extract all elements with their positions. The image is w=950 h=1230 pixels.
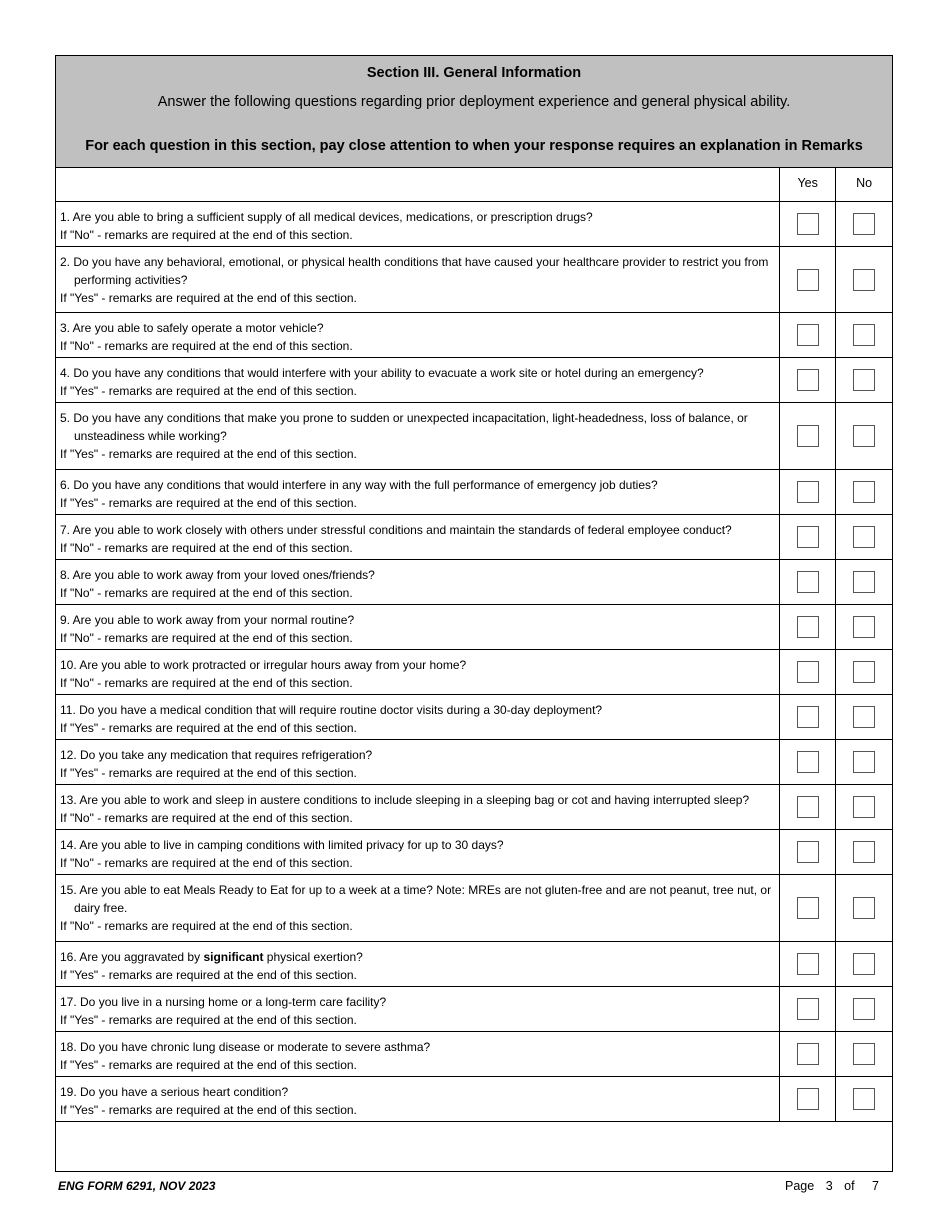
column-header-row xyxy=(56,168,892,202)
question-note: If "No" - remarks are required at the end of this section. xyxy=(60,811,353,825)
yes-cell xyxy=(780,695,836,739)
question-text: 13. Are you able to work and sleep in austere conditions to include sleeping in a sleeping bag or cot and having interrupted sleep? xyxy=(60,793,750,807)
yes-checkbox[interactable] xyxy=(797,841,819,863)
yes-cell xyxy=(780,942,836,986)
question-row xyxy=(56,403,892,470)
question-note: If "No" - remarks are required at the end of this section. xyxy=(60,586,353,600)
yes-checkbox[interactable] xyxy=(797,998,819,1020)
question-note: If "Yes" - remarks are required at the end of this section. xyxy=(60,968,357,982)
question-cell xyxy=(56,358,780,402)
question-cell xyxy=(56,1032,780,1076)
question-cell xyxy=(56,830,780,874)
question-text: 4. Do you have any conditions that would interfere with your ability to evacuate a work site or hotel during an emergency? xyxy=(60,366,704,380)
yes-cell xyxy=(780,740,836,784)
yes-cell xyxy=(780,560,836,604)
no-checkbox[interactable] xyxy=(853,897,875,919)
question-text-start: 16. Are you aggravated by xyxy=(60,950,204,964)
no-checkbox[interactable] xyxy=(853,324,875,346)
question-note: If "Yes" - remarks are required at the end of this section. xyxy=(60,291,357,305)
yes-checkbox[interactable] xyxy=(797,481,819,503)
question-row xyxy=(56,470,892,515)
yes-checkbox[interactable] xyxy=(797,369,819,391)
no-cell xyxy=(836,1077,892,1121)
yes-checkbox[interactable] xyxy=(797,1088,819,1110)
no-checkbox[interactable] xyxy=(853,369,875,391)
no-cell xyxy=(836,1032,892,1076)
yes-checkbox[interactable] xyxy=(797,706,819,728)
no-checkbox[interactable] xyxy=(853,751,875,773)
yes-cell xyxy=(780,987,836,1031)
question-text: 19. Do you have a serious heart condition? xyxy=(60,1085,289,1099)
question-note: If "Yes" - remarks are required at the end of this section. xyxy=(60,1103,357,1117)
question-cell xyxy=(56,202,780,246)
question-note: If "Yes" - remarks are required at the end of this section. xyxy=(60,496,357,510)
question-note: If "Yes" - remarks are required at the end of this section. xyxy=(60,384,357,398)
question-note: If "No" - remarks are required at the end of this section. xyxy=(60,676,353,690)
question-row xyxy=(56,1032,892,1077)
remarks-area[interactable] xyxy=(56,1122,892,1177)
yes-checkbox[interactable] xyxy=(797,661,819,683)
no-cell xyxy=(836,202,892,246)
question-text: 5. Do you have any conditions that make you prone to sudden or unexpected incapacitation, light-headedness, loss of balance, or unsteadiness while working? xyxy=(60,411,748,443)
form-table xyxy=(55,55,893,1172)
no-checkbox[interactable] xyxy=(853,706,875,728)
question-text: 8. Are you able to work away from your loved ones/friends? xyxy=(60,568,375,582)
yes-cell xyxy=(780,1032,836,1076)
question-note: If "No" - remarks are required at the end of this section. xyxy=(60,339,353,353)
yes-cell xyxy=(780,403,836,469)
column-header-yes: Yes xyxy=(780,168,836,201)
column-header-no: No xyxy=(856,176,873,190)
yes-checkbox[interactable] xyxy=(797,897,819,919)
question-row xyxy=(56,202,892,247)
question-note: If "No" - remarks are required at the end of this section. xyxy=(60,631,353,645)
no-cell xyxy=(836,358,892,402)
question-row xyxy=(56,875,892,942)
question-note: If "No" - remarks are required at the end of this section. xyxy=(60,919,353,933)
question-row xyxy=(56,650,892,695)
yes-checkbox[interactable] xyxy=(797,1043,819,1065)
page-number: 3 xyxy=(825,1179,833,1193)
question-row xyxy=(56,313,892,358)
no-cell xyxy=(836,695,892,739)
no-checkbox[interactable] xyxy=(853,526,875,548)
yes-cell xyxy=(780,785,836,829)
question-cell xyxy=(56,470,780,514)
section-subtitle: Answer the following questions regarding prior deployment experience and general physical ability. xyxy=(157,94,791,110)
no-cell xyxy=(836,313,892,357)
question-row xyxy=(56,605,892,650)
question-row xyxy=(56,515,892,560)
no-cell xyxy=(836,403,892,469)
question-cell xyxy=(56,313,780,357)
question-note: If "Yes" - remarks are required at the end of this section. xyxy=(60,1058,357,1072)
no-cell xyxy=(836,470,892,514)
yes-cell xyxy=(780,470,836,514)
form-id: ENG FORM 6291, NOV 2023 xyxy=(58,1179,216,1193)
yes-cell xyxy=(780,515,836,559)
yes-checkbox[interactable] xyxy=(797,953,819,975)
no-cell xyxy=(836,740,892,784)
question-text: 10. Are you able to work protracted or irregular hours away from your home? xyxy=(60,658,467,672)
no-cell xyxy=(836,830,892,874)
question-row xyxy=(56,560,892,605)
question-row xyxy=(56,942,892,987)
question-text: 12. Do you take any medication that requires refrigeration? xyxy=(60,748,373,762)
yes-cell xyxy=(780,650,836,694)
yes-checkbox[interactable] xyxy=(797,571,819,593)
yes-checkbox[interactable] xyxy=(797,751,819,773)
question-cell xyxy=(56,695,780,739)
yes-checkbox[interactable] xyxy=(797,324,819,346)
yes-cell xyxy=(780,875,836,941)
no-checkbox[interactable] xyxy=(853,481,875,503)
page-indicator xyxy=(785,1179,879,1193)
no-cell xyxy=(836,247,892,312)
question-text: 17. Do you live in a nursing home or a long-term care facility? xyxy=(60,995,387,1009)
question-text: 1. Are you able to bring a sufficient supply of all medical devices, medications, or prescription drugs? xyxy=(60,210,593,224)
yes-cell xyxy=(780,313,836,357)
total-pages: 7 xyxy=(872,1179,879,1193)
yes-cell xyxy=(780,605,836,649)
of-label: of xyxy=(844,1179,855,1193)
question-row xyxy=(56,830,892,875)
question-text: 7. Are you able to work closely with others under stressful conditions and maintain the standards of federal employee conduct? xyxy=(60,523,732,537)
question-cell xyxy=(56,785,780,829)
question-cell xyxy=(56,247,780,312)
no-cell xyxy=(836,942,892,986)
question-cell xyxy=(56,942,780,986)
page-label: Page xyxy=(785,1179,815,1193)
yes-cell xyxy=(780,202,836,246)
yes-checkbox[interactable] xyxy=(797,616,819,638)
question-note: If "No" - remarks are required at the end of this section. xyxy=(60,228,353,242)
question-row xyxy=(56,1077,892,1122)
question-text: 6. Do you have any conditions that would interfere in any way with the full performance of emergency job duties? xyxy=(60,478,658,492)
no-checkbox[interactable] xyxy=(853,953,875,975)
question-text-emphasis: significant xyxy=(203,950,264,964)
no-checkbox[interactable] xyxy=(853,1043,875,1065)
column-header-blank xyxy=(56,168,780,201)
question-note: If "No" - remarks are required at the end of this section. xyxy=(60,541,353,555)
no-checkbox[interactable] xyxy=(853,269,875,291)
yes-checkbox[interactable] xyxy=(797,269,819,291)
question-cell xyxy=(56,650,780,694)
question-text: 18. Do you have chronic lung disease or moderate to severe asthma? xyxy=(60,1040,431,1054)
no-cell xyxy=(836,785,892,829)
question-text: 15. Are you able to eat Meals Ready to Eat for up to a week at a time? Note: MREs are not gluten-free and are not peanut, tree nut, or dairy free. xyxy=(60,883,772,915)
question-text: 9. Are you able to work away from your normal routine? xyxy=(60,613,355,627)
yes-checkbox[interactable] xyxy=(797,526,819,548)
question-row xyxy=(56,358,892,403)
question-cell xyxy=(56,1077,780,1121)
no-checkbox[interactable] xyxy=(853,796,875,818)
question-note: If "No" - remarks are required at the end of this section. xyxy=(60,856,353,870)
question-text: 14. Are you able to live in camping conditions with limited privacy for up to 30 days? xyxy=(60,838,504,852)
section-emphasis: For each question in this section, pay close attention to when your response requires an explanation in Remarks xyxy=(85,138,863,154)
question-row xyxy=(56,695,892,740)
question-text: 3. Are you able to safely operate a motor vehicle? xyxy=(60,321,324,335)
question-cell xyxy=(56,560,780,604)
question-text: 2. Do you have any behavioral, emotional, or physical health conditions that have caused your healthcare provider to restrict you from performing activities? xyxy=(60,255,769,287)
yes-cell xyxy=(780,358,836,402)
yes-cell xyxy=(780,830,836,874)
question-text xyxy=(60,948,775,966)
no-cell xyxy=(836,560,892,604)
question-note: If "Yes" - remarks are required at the end of this section. xyxy=(60,766,357,780)
question-cell xyxy=(56,740,780,784)
question-row xyxy=(56,987,892,1032)
section-title: Section III. General Information xyxy=(366,65,582,81)
question-note: If "Yes" - remarks are required at the end of this section. xyxy=(60,447,357,461)
yes-checkbox[interactable] xyxy=(797,796,819,818)
no-cell xyxy=(836,875,892,941)
no-checkbox[interactable] xyxy=(853,571,875,593)
yes-checkbox[interactable] xyxy=(797,425,819,447)
question-cell xyxy=(56,875,780,941)
no-checkbox[interactable] xyxy=(853,661,875,683)
question-row xyxy=(56,740,892,785)
no-checkbox[interactable] xyxy=(853,998,875,1020)
no-checkbox[interactable] xyxy=(853,213,875,235)
no-checkbox[interactable] xyxy=(853,425,875,447)
question-cell xyxy=(56,403,780,469)
no-checkbox[interactable] xyxy=(853,1088,875,1110)
yes-cell xyxy=(780,1077,836,1121)
yes-checkbox[interactable] xyxy=(797,213,819,235)
question-cell xyxy=(56,605,780,649)
question-cell xyxy=(56,515,780,559)
question-note: If "Yes" - remarks are required at the end of this section. xyxy=(60,1013,357,1027)
question-text-end: physical exertion? xyxy=(263,950,363,964)
section-header xyxy=(56,56,892,168)
question-row xyxy=(56,785,892,830)
yes-cell xyxy=(780,247,836,312)
question-row xyxy=(56,247,892,313)
question-cell xyxy=(56,987,780,1031)
no-cell xyxy=(836,987,892,1031)
no-cell xyxy=(836,515,892,559)
no-cell xyxy=(836,650,892,694)
no-cell xyxy=(836,605,892,649)
question-text: 11. Do you have a medical condition that will require routine doctor visits during a 30-day deployment? xyxy=(60,703,603,717)
no-checkbox[interactable] xyxy=(853,841,875,863)
no-checkbox[interactable] xyxy=(853,616,875,638)
question-note: If "Yes" - remarks are required at the end of this section. xyxy=(60,721,357,735)
